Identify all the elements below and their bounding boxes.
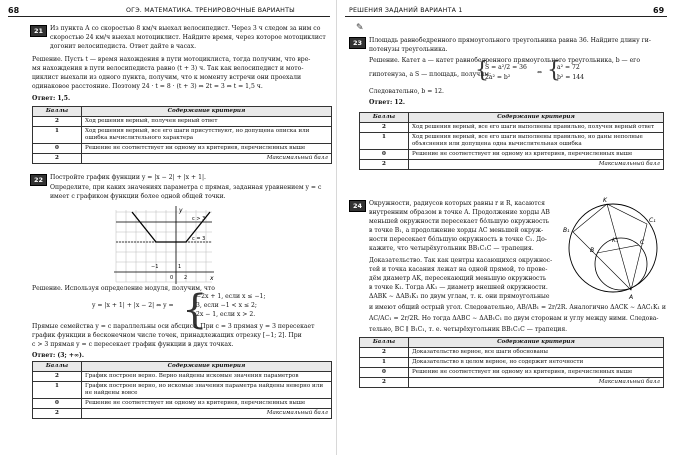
cell-points: 0 (360, 368, 409, 378)
table-row (33, 399, 332, 409)
circles-figure (559, 196, 667, 300)
label-c-eq-3: c = 3 (192, 236, 206, 242)
header-rule (8, 16, 330, 17)
problem-21-text-3: догонит велосипедиста. Ответ дайте в часах. (50, 43, 197, 50)
cell-criteria: Решение не соответствует ни одному из критериев, перечисленных выше (409, 150, 664, 160)
solution-23-1: Решение. Катет a — катет равнобедренного прямоугольного треугольника, b — его (369, 57, 641, 64)
solution-23-3: Следовательно, b = 12. (369, 88, 444, 95)
problem-24-text-5: ности пересекает бо́льшую окружность в точке C₁. До- (369, 236, 547, 243)
right-running-title: РЕШЕНИЯ ЗАДАНИЙ ВАРИАНТА 1 (349, 7, 463, 14)
chord-lines (573, 204, 647, 290)
problem-23-text-1: Площадь равнобедренного прямоугольного треугольника равна 36. Найдите длину ги- (369, 37, 651, 44)
solution-22-1: Решение. Используя определение модуля, получим, что (32, 285, 215, 292)
result-eq-1: a² = 72 (557, 64, 580, 71)
proof-24-8: тельно, BC ∥ B₁C₁, т. е. четырёхугольник BB₁C₁C — трапеция. (369, 326, 568, 333)
problem-21-text-1: Из пункта А со скоростью 8 км/ч выехал велосипедист. Через 3 ч следом за ним со (50, 25, 321, 32)
criteria-table-23 (359, 112, 664, 170)
table-header-points: Баллы (360, 113, 409, 123)
cell-criteria: Ход решения верный, все его шаги выполнены правильно, но даны неполные объяснения или допущена одна вычислительная ошибка (409, 133, 664, 150)
tick-2: 2 (184, 275, 188, 281)
solution-22-2: Прямые семейства y = c параллельны оси абсцисс. При c = 3 прямая y = 3 пересекает (32, 323, 315, 330)
problem-24-text-1: Окружности, радиусов которых равны r и R, касаются (369, 200, 545, 207)
cell-criteria: Ход решения верный, все его шаги присутствуют, но допущена описка или ошибка вычислительного характера (82, 127, 332, 144)
cell-points: 2 (33, 409, 82, 419)
problem-24-text-2: внутренним образом в точке A. Продолжение хорды AB (369, 209, 550, 216)
cell-points: 2 (33, 154, 82, 164)
cell-max: Максимальный балл (409, 160, 664, 170)
proof-24-2: тей и точка касания лежат на одной прямой, то прове- (369, 266, 548, 273)
cell-points: 2 (33, 117, 82, 127)
table-row (360, 123, 664, 133)
solution-21-1: Решение. Пусть t — время нахождения в пути мотоциклиста, тогда получим, что вре- (32, 56, 311, 63)
table-row (33, 382, 332, 399)
problem-22-text-1: Постройте график функции y = |x − 2| + |x + 1|. (50, 174, 206, 181)
table-header-points: Баллы (33, 362, 82, 372)
formula-22-case-3: 2x − 1, если x > 2. (196, 311, 256, 318)
result-eq-2: b² = 144 (557, 74, 584, 81)
cell-criteria: График построен верно. Верно найдены искомые значения параметров (82, 372, 332, 382)
cell-max: Максимальный балл (82, 154, 332, 164)
pencil-icon: ✎ (356, 23, 364, 33)
point-A: A (629, 294, 634, 300)
cell-points: 0 (33, 399, 82, 409)
right-page (337, 0, 674, 455)
label-c-gt-3: c > 3 (192, 216, 206, 222)
outer-circle (569, 204, 657, 292)
proof-24-3: дём диаметр AK, пересекающий меньшую окружность (369, 275, 547, 282)
problem-24-text-3: меньшей окружности пересекает бо́льшую окружность (369, 218, 550, 225)
proof-24-4: в точке K₁. Тогда AK₁ — диаметр внешней окружности. (369, 284, 548, 291)
proof-24-7: AC/AC₁ = 2r/2R. Но тогда ΔABC ∼ ΔAB₁C₁ по двум сторонам и углу между ними. Следова- (369, 315, 659, 322)
table-row (360, 160, 664, 170)
proof-24-6: и имеют общий острый угол. Следовательно, AB/AB₁ = 2r/2R. Аналогично ΔACK ∼ ΔAC₁K₁ и (369, 304, 666, 311)
tick-minus-1: −1 (151, 264, 159, 270)
criteria-table-22 (32, 361, 332, 419)
table-row (33, 409, 332, 419)
solution-22-3: график функции в бесконечном числе точек, принадлежащих отрезку [−1; 2]. При (32, 332, 302, 339)
tick-1: 1 (178, 264, 182, 270)
x-axis-label: x (210, 275, 214, 282)
cell-criteria: Доказательство в целом верное, но содержит неточности (409, 358, 664, 368)
cell-points: 1 (33, 127, 82, 144)
cell-criteria: Ход решения верный, все его шаги выполнены правильно, получен верный ответ (409, 123, 664, 133)
table-header-criteria: Содержание критерия (409, 113, 664, 123)
table-row (360, 378, 664, 388)
point-C: C (640, 239, 645, 246)
problem-24-text-4: в точке B₁, а продолжение хорды AC меньшей окруж- (369, 227, 544, 234)
table-header-points: Баллы (360, 338, 409, 348)
problem-22-text-2: Определите, при каких значениях параметра c прямая, заданная уравнением y = c (50, 184, 322, 191)
formula-22-lhs: y = |x + 1| + |x − 2| ⇔ y = (92, 302, 174, 309)
right-page-number: 69 (653, 6, 665, 15)
problem-21-text-2: скоростью 24 км/ч выехал мотоциклист. Найдите время, через которое мотоциклист (50, 34, 326, 41)
brace-22: { (182, 287, 208, 333)
system-eq-2: 2a² = b² (485, 74, 511, 81)
table-row (360, 348, 664, 358)
table-header-criteria: Содержание критерия (409, 338, 664, 348)
cell-points: 2 (33, 372, 82, 382)
table-header-criteria: Содержание критерия (82, 362, 332, 372)
problem-number-23: 23 (349, 37, 366, 49)
left-page-number: 68 (8, 6, 20, 15)
table-row (33, 372, 332, 382)
table-row (360, 368, 664, 378)
point-K1: K₁ (612, 237, 619, 244)
table-row (33, 127, 332, 144)
proof-24-5: ΔABK ∼ ΔAB₁K₁ по двум углам, т. к. они прямоугольные (369, 293, 550, 300)
result-brace: { (547, 58, 561, 83)
solution-21-4: одинаковое расстояние. Поэтому 24 · t = 8 · (t + 3) ⇔ 2t = 3 ⇔ t = 1,5 ч. (32, 83, 263, 90)
problem-22-text-3: имеет с графиком функции более одной общей точки. (50, 193, 226, 200)
proof-24-1: Доказательство. Так как центры касающихся окружнос- (369, 257, 553, 264)
solution-23-2: гипотенуза, а S — площадь, получим: (369, 71, 492, 78)
tick-0: 0 (170, 275, 174, 281)
cell-criteria: Ход решения верный, получен верный ответ (82, 117, 332, 127)
chord-BC (597, 245, 639, 253)
graph-22 (112, 204, 218, 288)
cell-criteria: Решение не соответствует ни одному из критериев, перечисленных выше (82, 399, 332, 409)
system-eq-1: S = a²/2 = 36 (485, 64, 527, 71)
cell-points: 0 (360, 150, 409, 160)
cell-max: Максимальный балл (409, 378, 664, 388)
cell-points: 2 (360, 348, 409, 358)
left-running-title: ОГЭ. МАТЕМАТИКА. ТРЕНИРОВОЧНЫЕ ВАРИАНТЫ (126, 7, 295, 14)
cell-criteria: Доказательство верное, все шаги обоснованы (409, 348, 664, 358)
cell-max: Максимальный балл (82, 409, 332, 419)
table-header-points: Баллы (33, 107, 82, 117)
problem-number-24: 24 (349, 200, 366, 212)
formula-22-case-2: 3, если −1 < x ≤ 2; (196, 302, 257, 309)
solution-21-2: мя нахождения в пути велосипедиста равно (t + 3) ч. Так как велосипедист и мото- (32, 65, 304, 72)
solution-21-3: циклист выехали из одного пункта, получим, что к моменту встречи они проехали (32, 74, 302, 81)
table-row (360, 150, 664, 160)
y-axis-label: y (179, 207, 183, 214)
formula-22-case-1: −2x + 1, если x ≤ −1; (196, 293, 266, 300)
point-B: B (590, 247, 595, 254)
criteria-table-24 (359, 337, 664, 388)
point-B1: B₁ (563, 227, 570, 234)
table-row (33, 117, 332, 127)
point-K: K (603, 197, 607, 204)
cell-points: 0 (33, 144, 82, 154)
cell-criteria: Решение не соответствует ни одному из критериев, перечисленных выше (82, 144, 332, 154)
solution-22-4: c > 3 прямая y = c пересекает график функции в двух точках. (32, 341, 234, 348)
problem-number-22: 22 (30, 174, 47, 186)
problem-number-21: 21 (30, 25, 47, 37)
table-row (360, 133, 664, 150)
cell-points: 1 (360, 358, 409, 368)
table-row (360, 358, 664, 368)
cell-points: 2 (360, 160, 409, 170)
problem-24-text-6: кажите, что четырёхугольник BB₁C₁C — трапеция. (369, 245, 534, 252)
cell-points: 1 (33, 382, 82, 399)
cell-criteria: График построен верно, но искомые значения параметра найдены неверно или не найдены вовсе (82, 382, 332, 399)
equivalence-arrow: ⇔ (537, 69, 543, 76)
criteria-table-21 (32, 106, 332, 164)
answer-22: Ответ: (3; +∞). (32, 352, 85, 359)
header-rule (345, 16, 667, 17)
answer-23: Ответ: 12. (369, 99, 405, 106)
cell-points: 1 (360, 133, 409, 150)
point-C1: C₁ (649, 217, 656, 224)
cell-points: 2 (360, 123, 409, 133)
cell-criteria: Решение не соответствует ни одному из критериев, перечисленных выше (409, 368, 664, 378)
table-header-criteria: Содержание критерия (82, 107, 332, 117)
answer-21: Ответ: 1,5. (32, 95, 71, 102)
table-row (33, 154, 332, 164)
problem-23-text-2: потенузы треугольника. (369, 46, 448, 53)
cell-points: 2 (360, 378, 409, 388)
system-brace: { (475, 58, 489, 83)
table-row (33, 144, 332, 154)
